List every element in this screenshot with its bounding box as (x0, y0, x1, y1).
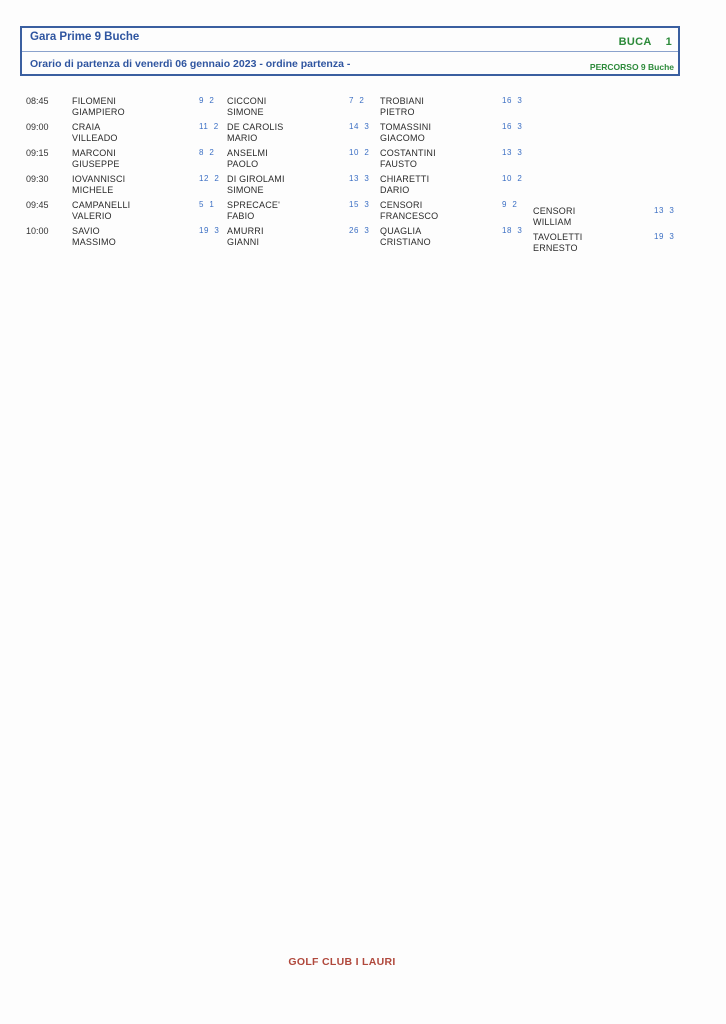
player-name: FRANCESCO (380, 211, 439, 221)
player-surname: CENSORI (380, 200, 423, 210)
tee-time-row (0, 198, 726, 227)
player-surname: CHIARETTI (380, 174, 430, 184)
player-name: SIMONE (227, 107, 264, 117)
player-surname: MARCONI (72, 148, 116, 158)
club-name-footer: GOLF CLUB I LAURI (288, 956, 396, 968)
hole-indicator (619, 36, 672, 48)
player-surname: SAVIO (72, 226, 100, 236)
hole-label: BUCA (618, 36, 652, 48)
page-title: Gara Prime 9 Buche (30, 31, 140, 43)
player-name: MARIO (227, 133, 258, 143)
tee-time: 09:30 (26, 174, 49, 184)
player-handicap: 26 3 (349, 226, 370, 235)
player-handicap: 5 1 (199, 200, 215, 209)
player-entry (380, 122, 530, 144)
player-surname: CENSORI (533, 206, 576, 216)
player-entry (227, 96, 377, 118)
player-surname: IOVANNISCI (72, 174, 126, 184)
tee-time-row (0, 224, 726, 253)
player-entry (380, 148, 530, 170)
player-entry (380, 174, 530, 196)
player-surname: AMURRI (227, 226, 264, 236)
player-surname: DE CAROLIS (227, 122, 284, 132)
player-handicap: 9 2 (199, 96, 215, 105)
player-handicap: 7 2 (349, 96, 365, 105)
hole-number: 1 (665, 36, 672, 48)
player-handicap: 14 3 (349, 122, 370, 131)
player-name: ERNESTO (533, 243, 578, 253)
tee-time-row (0, 146, 726, 172)
player-entry (227, 174, 377, 196)
player-name: WILLIAM (533, 217, 572, 227)
player-entry (227, 122, 377, 144)
player-entry (72, 96, 222, 118)
course-label: PERCORSO 9 Buche (589, 62, 674, 72)
player-name: PIETRO (380, 107, 415, 117)
player-handicap: 10 2 (502, 174, 523, 183)
header-box (20, 26, 680, 76)
player-entry (227, 226, 377, 248)
player-name: SIMONE (227, 185, 264, 195)
player-surname: CRAIA (72, 122, 101, 132)
player-name: GIANNI (227, 237, 260, 247)
player-handicap: 8 2 (199, 148, 215, 157)
player-surname: QUAGLIA (380, 226, 422, 236)
player-name: PAOLO (227, 159, 259, 169)
player-handicap: 19 3 (654, 232, 675, 241)
player-entry (533, 232, 683, 254)
player-handicap: 16 3 (502, 122, 523, 131)
player-surname: TAVOLETTI (533, 232, 583, 242)
player-handicap: 18 3 (502, 226, 523, 235)
player-handicap: 10 2 (349, 148, 370, 157)
player-handicap: 15 3 (349, 200, 370, 209)
player-name: FABIO (227, 211, 255, 221)
player-entry (72, 226, 222, 248)
player-surname: TOMASSINI (380, 122, 432, 132)
player-name: VILLEADO (72, 133, 118, 143)
tee-time: 09:15 (26, 148, 49, 158)
player-entry (227, 200, 377, 222)
player-name: GIACOMO (380, 133, 425, 143)
player-surname: CAMPANELLI (72, 200, 131, 210)
player-handicap: 12 2 (199, 174, 220, 183)
tee-time: 10:00 (26, 226, 49, 236)
player-entry (72, 200, 222, 222)
player-surname: CICCONI (227, 96, 267, 106)
header-divider (22, 51, 678, 52)
player-handicap: 19 3 (199, 226, 220, 235)
player-entry (72, 174, 222, 196)
player-name: DARIO (380, 185, 410, 195)
page-subtitle: Orario di partenza di venerdì 06 gennaio 2023 - ordine partenza - (30, 58, 351, 70)
player-name: GIAMPIERO (72, 107, 125, 117)
player-handicap: 16 3 (502, 96, 523, 105)
tee-time: 08:45 (26, 96, 49, 106)
player-name: MICHELE (72, 185, 114, 195)
player-handicap: 13 3 (349, 174, 370, 183)
player-handicap: 11 2 (199, 122, 219, 131)
tee-time: 09:45 (26, 200, 49, 210)
player-entry (227, 148, 377, 170)
player-handicap: 9 2 (502, 200, 518, 209)
player-name: VALERIO (72, 211, 112, 221)
tee-time: 09:00 (26, 122, 49, 132)
player-name: FAUSTO (380, 159, 418, 169)
player-surname: SPRECACE' (227, 200, 281, 210)
player-surname: FILOMENI (72, 96, 117, 106)
player-entry (72, 122, 222, 144)
player-entry (380, 96, 530, 118)
player-entry (380, 200, 530, 222)
player-surname: ANSELMI (227, 148, 268, 158)
player-handicap: 13 3 (502, 148, 523, 157)
tee-time-list (0, 94, 726, 253)
tee-time-row (0, 94, 726, 120)
player-surname: TROBIANI (380, 96, 425, 106)
player-name: MASSIMO (72, 237, 116, 247)
player-surname: COSTANTINI (380, 148, 436, 158)
player-entry (380, 226, 530, 248)
player-name: CRISTIANO (380, 237, 431, 247)
tee-time-row (0, 120, 726, 146)
player-handicap: 13 3 (654, 206, 675, 215)
player-entry (72, 148, 222, 170)
tee-time-row (0, 172, 726, 198)
player-surname: DI GIROLAMI (227, 174, 285, 184)
player-name: GIUSEPPE (72, 159, 120, 169)
